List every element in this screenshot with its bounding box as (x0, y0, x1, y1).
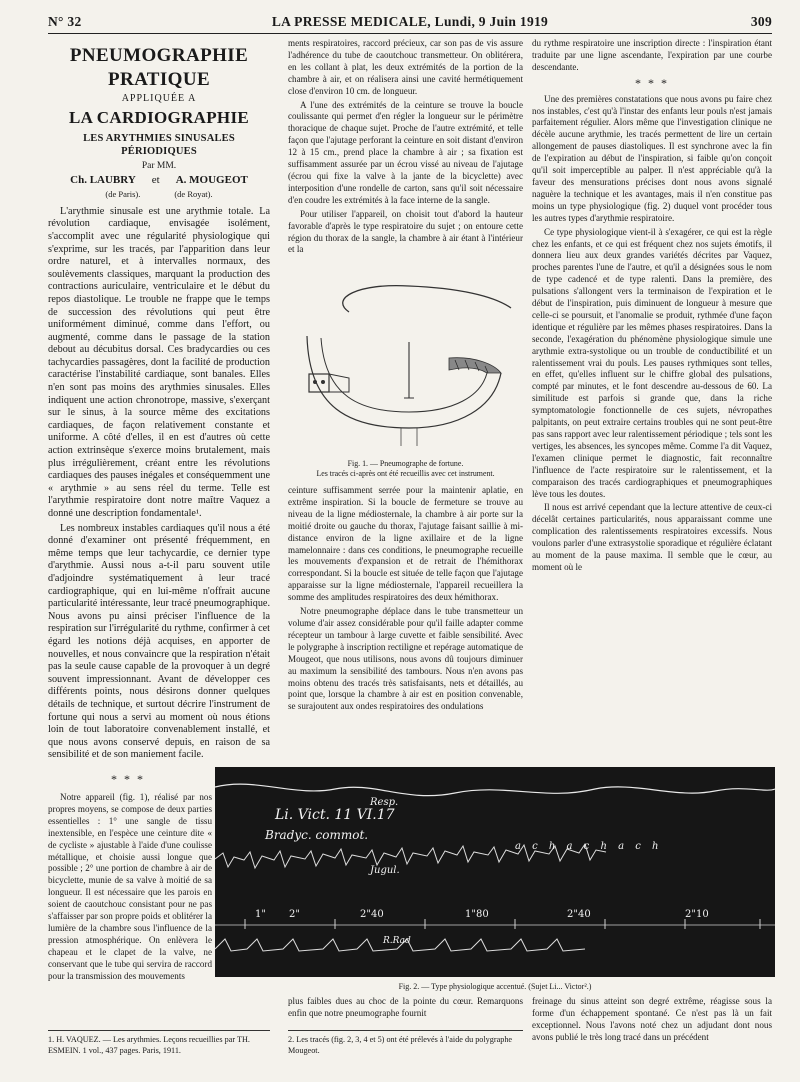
figure-1-drawing (289, 278, 519, 454)
column-1-lower (48, 792, 212, 1022)
timing-ticks (245, 919, 760, 929)
paragraph: Ce type physiologique vient-il à s'exagérer, ce qui est la règle chez les enfants, et ce qui est fréquent chez nos sujets émotifs, il donnera lieu aux deux grandes variétés décrites par Vaquez, proches parentes l'une de l'autre, et qu'il a désignées sous le nom de type cadencé et de type ralenti. Dans la première, des pulsations s'allongent vers la terminaison de l'expiration et le début de l'inspiration, puis diminuent de longueur à mesure que celle-ci se poursuit, et l'anomalie se produit, rythmée d'une façon identique et régulière par les mêmes phases respiratoires. Dans la seconde, l'exagération du phénomène physiologique simule une arythmie extra-systolique ou un trouble de conductibilité et un ralentissement vrai du pouls. Les pauses rythmiques sont telles, en effet, qu'elles influent sur le chiffre global des pulsations, compté par minutes, et le font descendre au-dessous de 60. La similitude est parfois si grande que, dans la riche symptomatologie fonctionnelle de ces sujets, névropathes palpitants, on peut extraire certains troubles qui ne sont peut-être pas sans rapport avec leur ralentissement périodique ; tels sont les vertiges, les absences, les syncopes même. Comme l'a dit Vaquez, l'examen clinique permet le diagnostic, fait reconnaître l'influence de l'acte respiratoire sur le ralentissement, et la comparaison des tracés cardiographiques et pneumographiques lève tous les doutes. (532, 226, 772, 499)
article-subject: LA CARDIOGRAPHIE (68, 108, 249, 127)
author-1: Ch. LAUBRY (70, 174, 136, 187)
tracing-svg (215, 767, 775, 977)
timing-label: 1" (255, 909, 266, 920)
section-stars: * * * (635, 75, 669, 90)
column-2-middle (288, 485, 523, 765)
label-rad: R.Rad (383, 936, 411, 946)
author-2: A. MOUGEOT (175, 174, 248, 187)
figure-1-subtitle: Les tracés ci-après ont été recueillis avec cet instrument. (316, 469, 495, 478)
respiratory-curve (215, 784, 775, 796)
paragraph: plus faibles dues au choc de la pointe du cœur. Remarquons enfin que notre pneumographe fournit (288, 996, 523, 1018)
paragraph: Les nombreux instables cardiaques qu'il nous a été donné d'examiner ont présenté fréquemment, en même temps que leur tachycardie, ce dernier type d'arythmie. Aussi nous a-t-il paru souvent utile d'adjoindre systématiquement à leur tracé cardiographique, qui en lui-même n'offrait aucune particularité intéressante, leur tracé pneumographique. Nous avons pu ainsi préciser l'influence de la respiration sur l'irrégularité du rythme, confirmer à cet égard les notions déjà acquises, en apporter de nouvelles, et nous convaincre que la respiration n'était pas la seule cause capable de la provoquer à un degré souvent impressionnant. Avant de développer ces différents points, nous désirons donner quelques détails de technique, et surtout décrire l'instrument de fortune qui nous a servi au moment où nous étions loin de tout laboratoire convenablement installé, et que nous avons conservé depuis, en raison de sa sensibilité et de son maniement facile. (48, 522, 270, 761)
paragraph: ceinture suffisamment serrée pour la maintenir aplatie, en extrême inspiration. Si la boucle de fermeture se trouve au niveau de la ligne médiosternale, la chambre à air porte sur la moitié droite ou gauche du thorax, l'ajutage faisant saillie à mi-distance environ de la ligne axillaire et de la ligne mamelonnaire : dans ces conditions, le pneumographe recueille les mouvements d'expansion et de retrait de l'hémithorax correspondant. Si la boucle est située de telle façon que l'ajutage apparaisse sur la ligne médiosternale, l'appareil recueillera la somme des amplitudes respiratoires des deux hémithorax. (288, 485, 523, 603)
timing-label: 2" (289, 909, 300, 920)
paragraph: Une des premières constatations que nous avons pu faire chez nos instables, c'est qu'à l'instar des enfants leur pouls n'est jamais parfaitement régulier. Alors même que l'investigation clinique ne décèle aucune arythmie, les tracés permettent de lire un certain allongement de pauses diastoliques. Il est synchrone avec la fin de l'expiration au début de l'inspiration, si faible qu'on conçoit qu'il soit imperceptible au palper. Il n'est appréciable qu'à la faveur des mensurations précises dont nous avons signalé naguère la technique et les avantages, mais il n'en constitue pas moins un type physiologique (fig. 2) duquel vont procéder tous les autres types d'arythmie respiratoire. (532, 93, 772, 223)
figure-1-caption (288, 459, 523, 479)
paragraph: A l'une des extrémités de la ceinture se trouve la boucle coulissante qui permet d'en régler la longueur sur le périmètre thoracique de chaque sujet. Proche de l'autre extrémité, et telle façon que l'ajutage perforant la ceinture en soit distant d'environ 12 à 15 cm., prend place la chambre à air ; sa fixation est suffisamment assurée par un écrou vissé au niveau de l'ajutage (écrou qui fixe la valve à la jante de la bicyclette) avec interposition d'une rondelle de carton, sans qu'il soit nécessaire d'en coudre les extrémités à la face interne de la sangle. (288, 99, 523, 205)
author-cities (48, 189, 270, 200)
journal-title: LA PRESSE MEDICALE, Lundi, 9 Juin 1919 (271, 14, 549, 29)
city-1: (de Paris). (105, 189, 141, 200)
column-2-bottom (288, 996, 523, 1026)
header-rule (48, 33, 772, 34)
running-header (48, 12, 772, 34)
article-subtitle: LES ARYTHMIES SINUSALES PÉRIODIQUES (83, 133, 235, 158)
article-title-block (48, 44, 270, 200)
timing-label: 2"40 (567, 909, 591, 920)
paragraph: Pour utiliser l'appareil, on choisit tout d'abord la hauteur favorable d'après le type respiratoire du sujet ; on entoure cette région du thorax de la sangle, la chambre à air étant à l'intérieur et la (288, 208, 523, 255)
buckle-rivet (313, 380, 317, 384)
transmission-tube (343, 286, 511, 312)
figure-2-caption: Fig. 2. — Type physiologique accentué. (Sujet Li... Victor².) (398, 982, 592, 991)
buckle-rivet (321, 380, 325, 384)
article-applied: APPLIQUÉE A (121, 92, 197, 104)
paragraph: Notre appareil (fig. 1), réalisé par nos propres moyens, se compose de deux parties essentielles : 1° une sangle de tissu inextensible, en l'espèce une ceinture dite « de cycliste » ajustable à l'aide d'une coulisse métallique, et choisie aussi longue que possible ; 2° une portion de chambre à air de bicyclette, munie de sa valve à moitié de sa longueur. Il est nécessaire que les parois en soient de caoutchouc consistant pour ne pas s'affaisser par son propre poids et oblitérer la lumière de la chambre sous l'influence de la pression atmosphérique. On enlèvera le chapeau et le clapet de la valve, ne conservant que le tube qui servira de raccord pour la transmission des mouvements (48, 792, 212, 981)
page-number: 309 (750, 14, 772, 29)
stand (401, 428, 417, 446)
paragraph: freinage du sinus atteint son degré extrême, réagisse sous la forme d'un échappement spontané. Ce n'est pas là un fait exceptionnel. Nous l'avons noté chez un adjudant dont nous avons publié le très long tracé dans un précédent (532, 996, 772, 1042)
figure-2-tracing (215, 767, 775, 977)
city-2: (de Royat). (174, 189, 213, 200)
timing-label: 2"10 (685, 909, 709, 920)
timing-label: 1"80 (465, 909, 489, 920)
label-subject: Li. Vict. 11 VI.17 (275, 807, 395, 823)
article-by: Par MM. (141, 160, 177, 171)
paragraph: L'arythmie sinusale est une arythmie totale. La révolution cardiaque, envisagée isolément, s'accomplit avec une régularité physiologique qui s'exprime, sur les tracés, par l'apparition dans leur ordre naturel, et à intervalles normaux, des soulèvements classiques, marquant la production des contractions auriculaire, ventriculaire et le début du repos diastolique. Le trouble ne frappe que le temps de succession des révolutions qui peut être uniformément diminué, comme dans l'effort, ou augmenté, comme dans le passage de la station debout au décubitus dorsal. Ces bradycardies ou ces tachycardies passagères, dont la facilité de production caractérise l'instabilité cardiaque, sont banales. Elles n'en sont pas moins des arythmies sinusales. Elles indiquent une action chronotrope, massive, s'exerçant sur le sinus, à la source même des excitations cardiaques, de façon relativement constante et uniforme. A côté d'elles, il en est d'autres où cette action extrinsèque s'exerce moins brutalement, mais plus irrégulièrement, créant entre les révolutions cardiaques des pauses inégales et conséquemment une « arythmie » au sens réel du terme. Telle est l'arythmie respiratoire dont notre maître Vaquez a donné une description fondamentale¹. (48, 205, 270, 519)
footnote-1: 1. H. VAQUEZ. — Les arythmies. Leçons recueillies par TH. ESMEIN. 1 vol., 437 pages. Paris, 1911. (48, 1030, 270, 1056)
article-title: PNEUMOGRAPHIE PRATIQUE (69, 45, 249, 90)
figure-1-title: Fig. 1. — Pneumographe de fortune. (347, 459, 464, 468)
valve-tube (404, 342, 414, 398)
label-jugul: Jugul. (370, 865, 400, 876)
column-1 (48, 40, 270, 765)
issue-number: N° 32 (48, 14, 82, 29)
author-conj: et (151, 174, 160, 187)
label-resp: Resp. (370, 797, 399, 808)
wave-letters: a c h a c h a c h (515, 841, 663, 852)
paragraph: ments respiratoires, raccord précieux, car son pas de vis assure l'adhérence du tube de caoutchouc transmetteur. On oblitérera, en les collant à plat, les deux extrémités de la portion de la chambre à air, et on réalisera ainsi une cavité hermétiquement close d'environ 10 cm. de longueur. (288, 38, 523, 96)
paragraph: Il nous est arrivé cependant que la lecture attentive de ceux-ci décelât certaines particularités, nous apparaissant comme une complication des ralentissements respiratoires excessifs. Nous voulons parler d'une extrasystolie sporadique et régulière éclatant au moment de la pause maxima. Il semble que le cœur, au moment où le (532, 502, 772, 572)
section-stars: * * * (111, 772, 145, 786)
paragraph: Notre pneumographe déplace dans le tube transmetteur un volume d'air assez considérable pour qu'il faille adapter comme récepteur un tambour à large cuvette et faible sensibilité. Avec le polygraphe à inscription rectiligne et repérage automatique de Mougeot, que nous utilisons, nous avons dû toujours diminuer au maximum la sensibilité des tambours. Nous n'en avons pas moins obtenu des tracés très satisfaisants, nets et détaillés, au point que, lorsque la chambre à air est en position convenable, se surajoutent aux ondes respiratoires des ondulations (288, 606, 523, 712)
column-3 (532, 38, 772, 765)
authors (48, 174, 270, 188)
column-3-bottom (532, 996, 772, 1058)
paragraph: du rythme respiratoire une inscription directe : l'inspiration étant traduite par une ligne ascendante, l'expiration par une courbe descendante. (532, 38, 772, 72)
intro-text (48, 206, 270, 762)
column-2-top (288, 38, 523, 276)
strap-outer (307, 336, 501, 428)
timing-label: 2"40 (360, 909, 384, 920)
label-state: Bradyc. commot. (265, 828, 369, 842)
strap-inner (321, 338, 487, 412)
footnote-2: 2. Les tracés (fig. 2, 3, 4 et 5) ont été prélevés à l'aide du polygraphe Mougeot. (288, 1030, 523, 1056)
